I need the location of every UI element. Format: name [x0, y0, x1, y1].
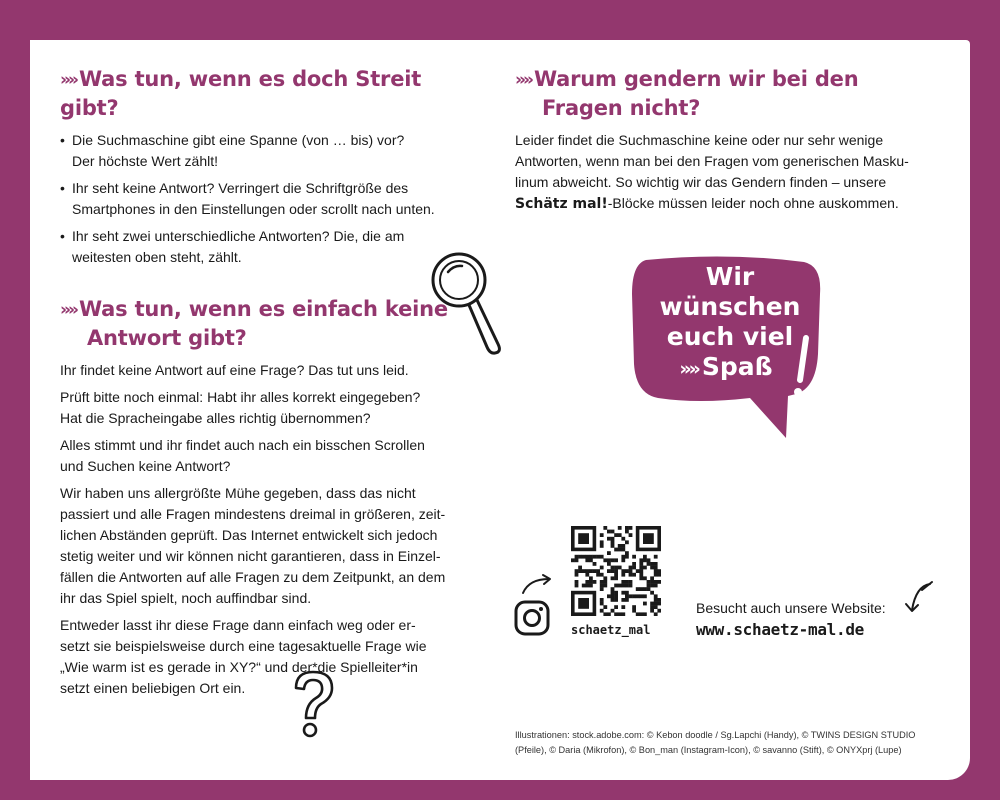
list-item: • Ihr seht keine Antwort? Verringert die Schriftgröße des Smartphones in den Einstellungen oder scrollt nach unten.	[60, 178, 480, 220]
page-card	[30, 40, 970, 780]
double-arrow-icon: »»	[60, 70, 76, 90]
right-column	[515, 66, 945, 221]
heading-keine-antwort: »» Was tun, wenn es einfach keine Antwort gibt?	[60, 297, 448, 350]
qr-code-icon[interactable]	[571, 526, 661, 616]
list-item: • Ihr seht zwei unterschiedliche Antworten? Die, die am weitesten oben steht, zählt.	[60, 226, 480, 268]
double-arrow-icon: »»	[679, 358, 698, 380]
paragraph: Leider findet die Suchmaschine keine oder nur sehr wenige Antworten, wenn man bei den Fragen vom generischen Masku- linum abweicht. So wichtig wir das Gendern finden – unsere Schätz mal!-Blöcke müssen leider noch ohne auskommen.	[515, 132, 909, 212]
bubble-greeting: Wir wünschen euch viel »» Spaß	[659, 262, 801, 381]
visit-website-label: Besucht auch unsere Website:	[696, 600, 886, 616]
paragraph: Entweder lasst ihr diese Frage dann einfach weg oder er- setzt sie beispielsweise durch eine tagesaktuelle Frage wie „Wie warm ist es gerade in XY?“ und der*die Spielleiter*in setzt einen beliebigen Ort ein.	[60, 617, 427, 696]
curved-arrow-icon	[902, 580, 936, 616]
list-item: • Die Suchmaschine gibt eine Spanne (von … bis) vor? Der höchste Wert zählt!	[60, 130, 480, 172]
left-column	[60, 66, 480, 705]
website-link[interactable]: www.schaetz-mal.de	[696, 620, 864, 639]
double-arrow-icon: »»	[60, 300, 76, 320]
paragraph: Wir haben uns allergrößte Mühe gegeben, dass das nicht passiert und alle Fragen mindestens dreimal in größeren, zeit- lichen Abständen geprüft. Das Internet entwickelt sich jedoch stetig weiter und wir können nicht garantieren, dass in Einzel- fällen die Antworten auf alle Fragen zu dem Zeitpunkt, an dem ihr das Spiel spielt, noch auffindbar sind.	[60, 485, 446, 606]
instagram-handle[interactable]: schaetz_mal	[571, 623, 651, 637]
paragraph: Prüft bitte noch einmal: Habt ihr alles korrekt eingegeben? Hat die Spracheingabe alles richtig übernommen?	[60, 389, 421, 426]
magnifier-icon	[428, 248, 508, 358]
instagram-icon[interactable]	[514, 600, 550, 636]
question-mark-icon	[288, 668, 338, 740]
streit-bullet-list	[60, 130, 480, 268]
curved-arrow-icon	[521, 573, 555, 595]
illustration-credits: Illustrationen: stock.adobe.com: © Kebon doodle / Sg.Lapchi (Handy), © TWINS DESIGN STUDIO (Pfeile), © Daria (Mikrofon), © Bon_man (Instagram-Icon), © savanno (Stift), © ONYXprj (Lupe)	[515, 730, 916, 755]
double-arrow-icon: »»	[515, 70, 531, 90]
heading-gendern: »» Warum gendern wir bei den Fragen nicht?	[515, 67, 859, 120]
brand-name: Schätz mal!	[515, 196, 608, 212]
heading-streit: »» Was tun, wenn es doch Streit gibt?	[60, 67, 422, 120]
paragraph: Ihr findet keine Antwort auf eine Frage? Das tut uns leid.	[60, 362, 409, 378]
paragraph: Alles stimmt und ihr findet auch nach ein bisschen Scrollen und Suchen keine Antwort?	[60, 437, 425, 474]
